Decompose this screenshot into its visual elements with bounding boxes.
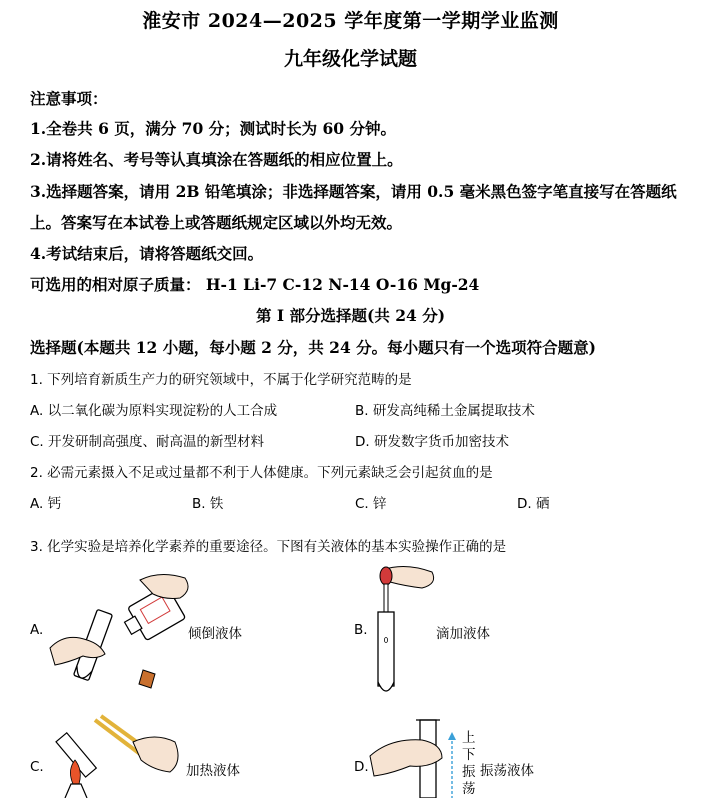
question-2-option-d: D. 硒: [517, 496, 550, 512]
figure-c-heating-liquid: [45, 712, 185, 798]
figure-a-caption: 倾倒液体: [188, 626, 242, 642]
note-item-2: 2.请将姓名、考号等认真填涂在答题纸的相应位置上。: [30, 150, 403, 169]
note-item-3-line-2: 上。答案写在本试卷上或答题纸规定区域以外均无效。: [30, 213, 403, 232]
note-item-4: 4.考试结束后，请将答题纸交回。: [30, 244, 264, 263]
notes-heading: 注意事项：: [30, 89, 108, 108]
shake-label-char: 振: [462, 764, 476, 780]
note-item-3-line-1: 3.选择题答案，请用 2B 铅笔填涂；非选择题答案，请用 0.5 毫米黑色签字笔直接写在答题纸: [30, 182, 677, 201]
part1-heading: 第 I 部分选择题(共 24 分): [255, 306, 446, 325]
question-2-option-c: C. 锌: [355, 496, 387, 512]
figure-d-caption: 振荡液体: [480, 763, 534, 779]
figure-b-caption: 滴加液体: [436, 626, 490, 642]
shake-label-char: 下: [462, 747, 476, 763]
question-1-option-c: C. 开发研制高强度、耐高温的新型材料: [30, 434, 265, 450]
part1-instructions: 选择题(本题共 12 小题，每小题 2 分，共 24 分。每小题只有一个选项符合题意): [30, 338, 596, 357]
exam-subtitle: 九年级化学试题: [283, 48, 417, 70]
figure-a-pouring-liquid: [45, 570, 195, 695]
figure-a-letter: A.: [30, 622, 44, 638]
exam-title: 淮安市 2024—2025 学年度第一学期学业监测: [142, 10, 559, 32]
question-1-stem: 1. 下列培育新质生产力的研究领域中，不属于化学研究范畴的是: [30, 372, 412, 388]
question-2-option-b: B. 铁: [192, 496, 224, 512]
question-2-option-a: A. 钙: [30, 496, 62, 512]
figure-d-shake-label: [462, 730, 478, 798]
figure-b-letter: B.: [354, 622, 368, 638]
question-3-stem: 3. 化学实验是培养化学素养的重要途径。下图有关液体的基本实验操作正确的是: [30, 539, 507, 555]
figure-c-letter: C.: [30, 759, 44, 775]
figure-c-caption: 加热液体: [186, 763, 240, 779]
question-1-option-a: A. 以二氧化碳为原料实现淀粉的人工合成: [30, 403, 278, 419]
atomic-masses: 可选用的相对原子质量： H-1 Li-7 C-12 N-14 O-16 Mg-24: [30, 275, 480, 294]
note-item-1: 1.全卷共 6 页，满分 70 分；测试时长为 60 分钟。: [30, 119, 396, 138]
figure-d-letter: D.: [354, 759, 369, 775]
question-1-option-b: B. 研发高纯稀土金属提取技术: [355, 403, 535, 419]
question-2-stem: 2. 必需元素摄入不足或过量都不利于人体健康。下列元素缺乏会引起贫血的是: [30, 465, 493, 481]
question-1-option-d: D. 研发数字货币加密技术: [355, 434, 509, 450]
shake-label-char: 荡: [462, 781, 476, 797]
shake-label-char: 上: [462, 730, 476, 746]
